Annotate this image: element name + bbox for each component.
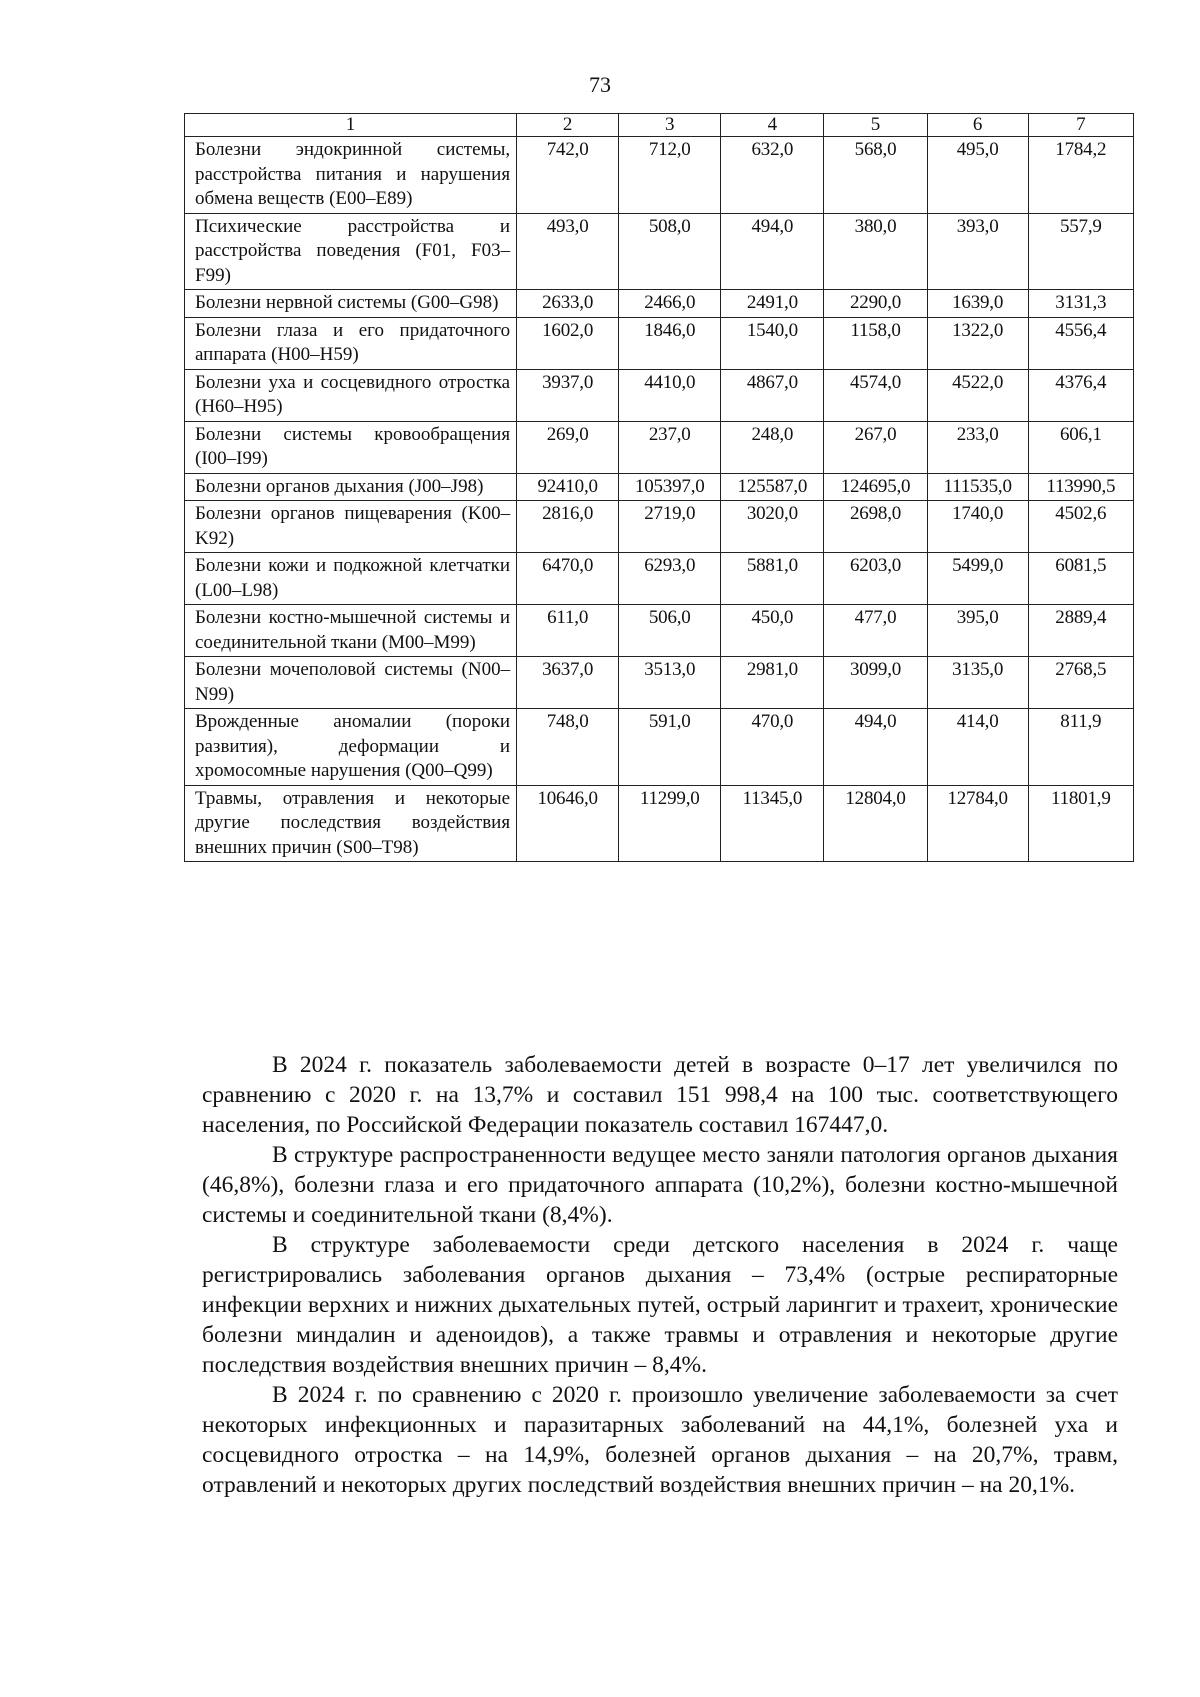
value-cell: 477,0 bbox=[824, 605, 927, 657]
table-body bbox=[185, 114, 1134, 862]
row-label: Врожденные аномалии (пороки развития), деформации и хромосомные нарушения (Q00–Q99) bbox=[185, 709, 517, 786]
value-cell: 393,0 bbox=[927, 213, 1028, 290]
value-cell: 2466,0 bbox=[619, 290, 721, 318]
table-row bbox=[185, 553, 1134, 605]
value-cell: 113990,5 bbox=[1028, 473, 1133, 501]
value-cell: 1540,0 bbox=[721, 317, 824, 369]
column-header: 5 bbox=[824, 114, 927, 137]
table-row bbox=[185, 709, 1134, 786]
row-label: Травмы, отравления и некоторые другие последствия воздействия внешних причин (S00–T98) bbox=[185, 785, 517, 862]
value-cell: 1784,2 bbox=[1028, 137, 1133, 214]
column-header: 2 bbox=[517, 114, 619, 137]
column-header: 4 bbox=[721, 114, 824, 137]
value-cell: 2633,0 bbox=[517, 290, 619, 318]
value-cell: 450,0 bbox=[721, 605, 824, 657]
paragraph: В структуре заболеваемости среди детского населения в 2024 г. чаще регистрировались заболевания органов дыхания – 73,4% (острые респираторные инфекции верхних и нижних дыхательных путей, острый ларингит и трахеит, хронические болезни миндалин и аденоидов), а также травмы и отравления и некоторые другие последствия воздействия внешних причин – 8,4%. bbox=[202, 1232, 1118, 1378]
value-cell: 1846,0 bbox=[619, 317, 721, 369]
value-cell: 395,0 bbox=[927, 605, 1028, 657]
row-label: Болезни органов дыхания (J00–J98) bbox=[185, 473, 517, 501]
row-label: Психические расстройства и расстройства поведения (F01, F03–F99) bbox=[185, 213, 517, 290]
value-cell: 3513,0 bbox=[619, 657, 721, 709]
table-row bbox=[185, 785, 1134, 862]
value-cell: 2768,5 bbox=[1028, 657, 1133, 709]
column-header: 6 bbox=[927, 114, 1028, 137]
value-cell: 2719,0 bbox=[619, 501, 721, 553]
value-cell: 269,0 bbox=[517, 421, 619, 473]
value-cell: 267,0 bbox=[824, 421, 927, 473]
value-cell: 493,0 bbox=[517, 213, 619, 290]
paragraph: В 2024 г. показатель заболеваемости детей в возрасте 0–17 лет увеличился по сравнению с 2020 г. на 13,7% и составил 151 998,4 на 100 тыс. соответствующего населения, по Российской Федерации показатель составил 167447,0. bbox=[202, 1052, 1118, 1138]
table-row bbox=[185, 473, 1134, 501]
value-cell: 248,0 bbox=[721, 421, 824, 473]
column-header: 1 bbox=[185, 114, 517, 137]
value-cell: 12804,0 bbox=[824, 785, 927, 862]
value-cell: 237,0 bbox=[619, 421, 721, 473]
value-cell: 591,0 bbox=[619, 709, 721, 786]
value-cell: 2981,0 bbox=[721, 657, 824, 709]
value-cell: 6293,0 bbox=[619, 553, 721, 605]
value-cell: 3937,0 bbox=[517, 369, 619, 421]
table-row bbox=[185, 501, 1134, 553]
value-cell: 568,0 bbox=[824, 137, 927, 214]
row-label: Болезни органов пищеварения (K00–K92) bbox=[185, 501, 517, 553]
table-row bbox=[185, 369, 1134, 421]
row-label: Болезни глаза и его придаточного аппарата (H00–H59) bbox=[185, 317, 517, 369]
value-cell: 506,0 bbox=[619, 605, 721, 657]
value-cell: 2698,0 bbox=[824, 501, 927, 553]
value-cell: 2889,4 bbox=[1028, 605, 1133, 657]
paragraph: В 2024 г. по сравнению с 2020 г. произошло увеличение заболеваемости за счет некоторых инфекционных и паразитарных заболеваний на 44,1%, болезней уха и сосцевидного отростка – на 14,9%, болезней органов дыхания – на 20,7%, травм, отравлений и некоторых других последствий воздействия внешних причин – на 20,1%. bbox=[202, 1382, 1118, 1498]
value-cell: 380,0 bbox=[824, 213, 927, 290]
table-row bbox=[185, 290, 1134, 318]
value-cell: 2491,0 bbox=[721, 290, 824, 318]
value-cell: 414,0 bbox=[927, 709, 1028, 786]
value-cell: 124695,0 bbox=[824, 473, 927, 501]
value-cell: 6203,0 bbox=[824, 553, 927, 605]
table-row bbox=[185, 137, 1134, 214]
value-cell: 4502,6 bbox=[1028, 501, 1133, 553]
value-cell: 4376,4 bbox=[1028, 369, 1133, 421]
value-cell: 611,0 bbox=[517, 605, 619, 657]
row-label: Болезни мочеполовой системы (N00–N99) bbox=[185, 657, 517, 709]
value-cell: 5881,0 bbox=[721, 553, 824, 605]
value-cell: 470,0 bbox=[721, 709, 824, 786]
value-cell: 1740,0 bbox=[927, 501, 1028, 553]
value-cell: 4410,0 bbox=[619, 369, 721, 421]
value-cell: 10646,0 bbox=[517, 785, 619, 862]
value-cell: 557,9 bbox=[1028, 213, 1133, 290]
value-cell: 748,0 bbox=[517, 709, 619, 786]
row-label: Болезни костно-мышечной системы и соединительной ткани (M00–M99) bbox=[185, 605, 517, 657]
value-cell: 4522,0 bbox=[927, 369, 1028, 421]
table-header-row bbox=[185, 114, 1134, 137]
table-row bbox=[185, 317, 1134, 369]
value-cell: 606,1 bbox=[1028, 421, 1133, 473]
value-cell: 6081,5 bbox=[1028, 553, 1133, 605]
value-cell: 1158,0 bbox=[824, 317, 927, 369]
value-cell: 92410,0 bbox=[517, 473, 619, 501]
value-cell: 105397,0 bbox=[619, 473, 721, 501]
value-cell: 3637,0 bbox=[517, 657, 619, 709]
value-cell: 5499,0 bbox=[927, 553, 1028, 605]
morbidity-table bbox=[184, 113, 1134, 862]
value-cell: 233,0 bbox=[927, 421, 1028, 473]
value-cell: 2290,0 bbox=[824, 290, 927, 318]
table-row bbox=[185, 421, 1134, 473]
value-cell: 11345,0 bbox=[721, 785, 824, 862]
row-label: Болезни эндокринной системы, расстройства питания и нарушения обмена веществ (E00–E89) bbox=[185, 137, 517, 214]
table-row bbox=[185, 605, 1134, 657]
value-cell: 125587,0 bbox=[721, 473, 824, 501]
value-cell: 11299,0 bbox=[619, 785, 721, 862]
value-cell: 495,0 bbox=[927, 137, 1028, 214]
value-cell: 742,0 bbox=[517, 137, 619, 214]
row-label: Болезни уха и сосцевидного отростка (H60–H95) bbox=[185, 369, 517, 421]
body-text bbox=[202, 1050, 1118, 1500]
value-cell: 712,0 bbox=[619, 137, 721, 214]
row-label: Болезни кожи и подкожной клетчатки (L00–L98) bbox=[185, 553, 517, 605]
value-cell: 111535,0 bbox=[927, 473, 1028, 501]
value-cell: 6470,0 bbox=[517, 553, 619, 605]
value-cell: 4574,0 bbox=[824, 369, 927, 421]
value-cell: 4556,4 bbox=[1028, 317, 1133, 369]
value-cell: 1639,0 bbox=[927, 290, 1028, 318]
column-header: 7 bbox=[1028, 114, 1133, 137]
value-cell: 494,0 bbox=[824, 709, 927, 786]
value-cell: 2816,0 bbox=[517, 501, 619, 553]
column-header: 3 bbox=[619, 114, 721, 137]
paragraph: В структуре распространенности ведущее место заняли патология органов дыхания (46,8%), болезни глаза и его придаточного аппарата (10,2%), болезни костно-мышечной системы и соединительной ткани (8,4%). bbox=[202, 1142, 1118, 1228]
page-number: 73 bbox=[589, 72, 611, 97]
row-label: Болезни системы кровообращения (I00–I99) bbox=[185, 421, 517, 473]
value-cell: 3099,0 bbox=[824, 657, 927, 709]
value-cell: 1322,0 bbox=[927, 317, 1028, 369]
table-row bbox=[185, 213, 1134, 290]
value-cell: 1602,0 bbox=[517, 317, 619, 369]
value-cell: 3135,0 bbox=[927, 657, 1028, 709]
table-row bbox=[185, 657, 1134, 709]
value-cell: 3020,0 bbox=[721, 501, 824, 553]
value-cell: 3131,3 bbox=[1028, 290, 1133, 318]
value-cell: 494,0 bbox=[721, 213, 824, 290]
value-cell: 811,9 bbox=[1028, 709, 1133, 786]
row-label: Болезни нервной системы (G00–G98) bbox=[185, 290, 517, 318]
value-cell: 508,0 bbox=[619, 213, 721, 290]
value-cell: 11801,9 bbox=[1028, 785, 1133, 862]
value-cell: 632,0 bbox=[721, 137, 824, 214]
value-cell: 4867,0 bbox=[721, 369, 824, 421]
value-cell: 12784,0 bbox=[927, 785, 1028, 862]
